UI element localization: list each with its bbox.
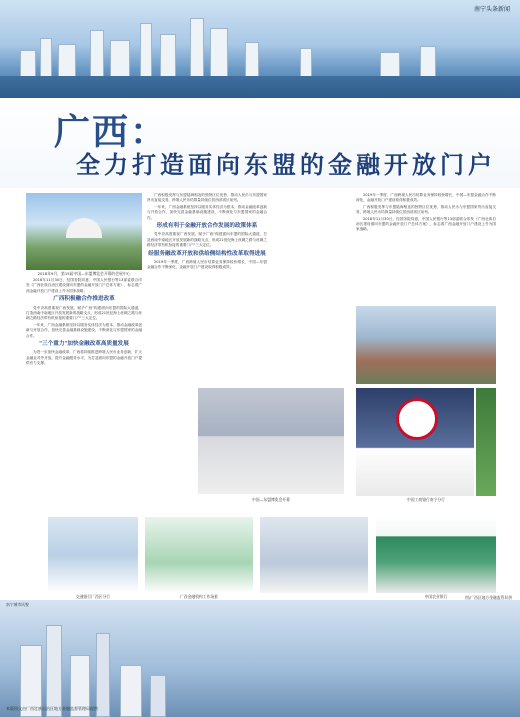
building-shape (210, 28, 228, 80)
headline: 广西： (54, 111, 169, 153)
expo-center-photo (26, 193, 142, 270)
section-heading: "三个重力"加快金融改革高质量发展 (39, 341, 129, 348)
header-tag: 南宁头条新闻 (473, 6, 510, 13)
paragraph: 2019年一季度，广西跨境人民币结算业务保持较快增长，中国—东盟金融合作不断深化，金融开放门户建设取得积极成效。 (147, 260, 267, 270)
caption: 2018年9月，第15届中国—东盟博览会开幕的会展中心 (37, 271, 131, 276)
building-shape (46, 625, 62, 717)
paragraph: 一年来，广西金融系统坚持以服务实体经济为根本，推动金融改革创新与开放合作，加快完善金融基础设施建设，不断深化与东盟国家的金融合作。 (26, 322, 142, 338)
section-heading: 经服务融改革开放和供给侧结构性改革取得进展 (148, 250, 266, 257)
city-skyline-photo (0, 0, 520, 98)
bank-service-photo (145, 517, 253, 593)
plant-photo (476, 388, 496, 496)
caption: 南宁城市风貌 (6, 602, 29, 607)
building-shape (160, 34, 176, 80)
paragraph: 2019年一季度，广西跨境人民币结算业务保持较快增长，中国—东盟金融合作不断深化，金融开放门户建设取得积极成效。 (356, 193, 496, 203)
paragraph: 2018年11月30日，经国务院同意，中国人民银行等13部委联合印发《广西壮族自治区建设面向东盟的金融开放门户总体方案》，标志着广西金融开放门户建设上升为国家战略。 (26, 278, 142, 293)
building-shape (96, 633, 110, 717)
caption: 广西金融机构工作场景 (180, 594, 218, 599)
article-column-1 (26, 278, 142, 478)
building-shape (140, 23, 152, 80)
building-shape (120, 665, 142, 717)
photo-credit: 图/广西区地方金融监管局供 (465, 595, 512, 600)
meeting-hall-photo (198, 388, 344, 494)
building-shape (40, 38, 52, 80)
paragraph: 党中央高度重视广西发展，赋予广西"构建面向东盟的国际大通道，打造西南中南地区开放发展新的战略支点，形成21世纪海上丝绸之路与丝绸之路经济带有机衔接的重要门户"三大定位。 (26, 305, 142, 321)
section-heading: 形成有利于金融开放合作发展的政策体系 (156, 223, 258, 230)
caption: 中国工商银行南宁分行 (407, 497, 445, 502)
caption: 交通银行广西区分行 (75, 594, 111, 599)
paragraph: 2018年11月30日，经国务院同意，中国人民银行等13部委联合印发《广西壮族自治区建设面向东盟的金融开放门户总体方案》，标志着广西金融开放门户建设上升为国家战略。 (356, 216, 496, 232)
caption: 中国—东盟博览会开幕 (252, 497, 290, 502)
building-shape (90, 30, 104, 80)
paragraph: 广西积极发挥与东盟陆海相连的独特区位优势，推动人民币与东盟国家货币直接交易，跨境人民币结算量持续位居西部省区前列。 (356, 204, 496, 215)
building-shape (110, 40, 130, 80)
subheadline: 全力打造面向东盟的金融开放门户 (76, 150, 496, 179)
caption: 中国农业银行 (424, 594, 448, 599)
office-work-photo (260, 517, 368, 593)
building-shape (190, 18, 204, 80)
bottom-skyline-photo (0, 600, 520, 717)
river (0, 76, 520, 98)
bank-logo (396, 398, 438, 440)
paragraph: 党中央高度重视广西发展，赋予广西"构建面向东盟的国际大通道，打造西南中南地区开放发展新的战略支点，形成21世纪海上丝绸之路与丝绸之路经济带有机衔接的重要门户"三大定位。 (147, 232, 267, 248)
building-shape (150, 675, 166, 717)
bank-counter-photo (48, 517, 138, 593)
agri-bank-photo (376, 517, 496, 593)
city-aerial-photo (356, 306, 496, 384)
building-shape (66, 218, 102, 238)
bank-staff-photo (356, 388, 474, 496)
building-shape (245, 42, 259, 80)
footer-note: 本版图文由广西壮族自治区地方金融监督管理局提供 (6, 706, 98, 711)
section-heading: 广西积极融合作推进改革 (53, 296, 115, 303)
building-shape (420, 46, 436, 80)
paragraph: 为进一步加快金融改革，广西将持续推进跨境人民币业务创新，扩大金融业对外开放，提升金融服务水平，为打造面向东盟的金融开放门户提供有力支撑。 (26, 350, 142, 366)
article-column-3 (356, 193, 496, 303)
paragraph: 广西积极发挥与东盟陆海相连的独特区位优势，推动人民币与东盟国家货币直接交易，跨境人民币结算量持续位居西部省区前列。 (147, 193, 267, 203)
building-shape (58, 44, 76, 80)
paragraph: 一年来，广西金融系统坚持以服务实体经济为根本，推动金融改革创新与开放合作，加快完善金融基础设施建设，不断深化与东盟国家的金融合作。 (147, 204, 267, 220)
